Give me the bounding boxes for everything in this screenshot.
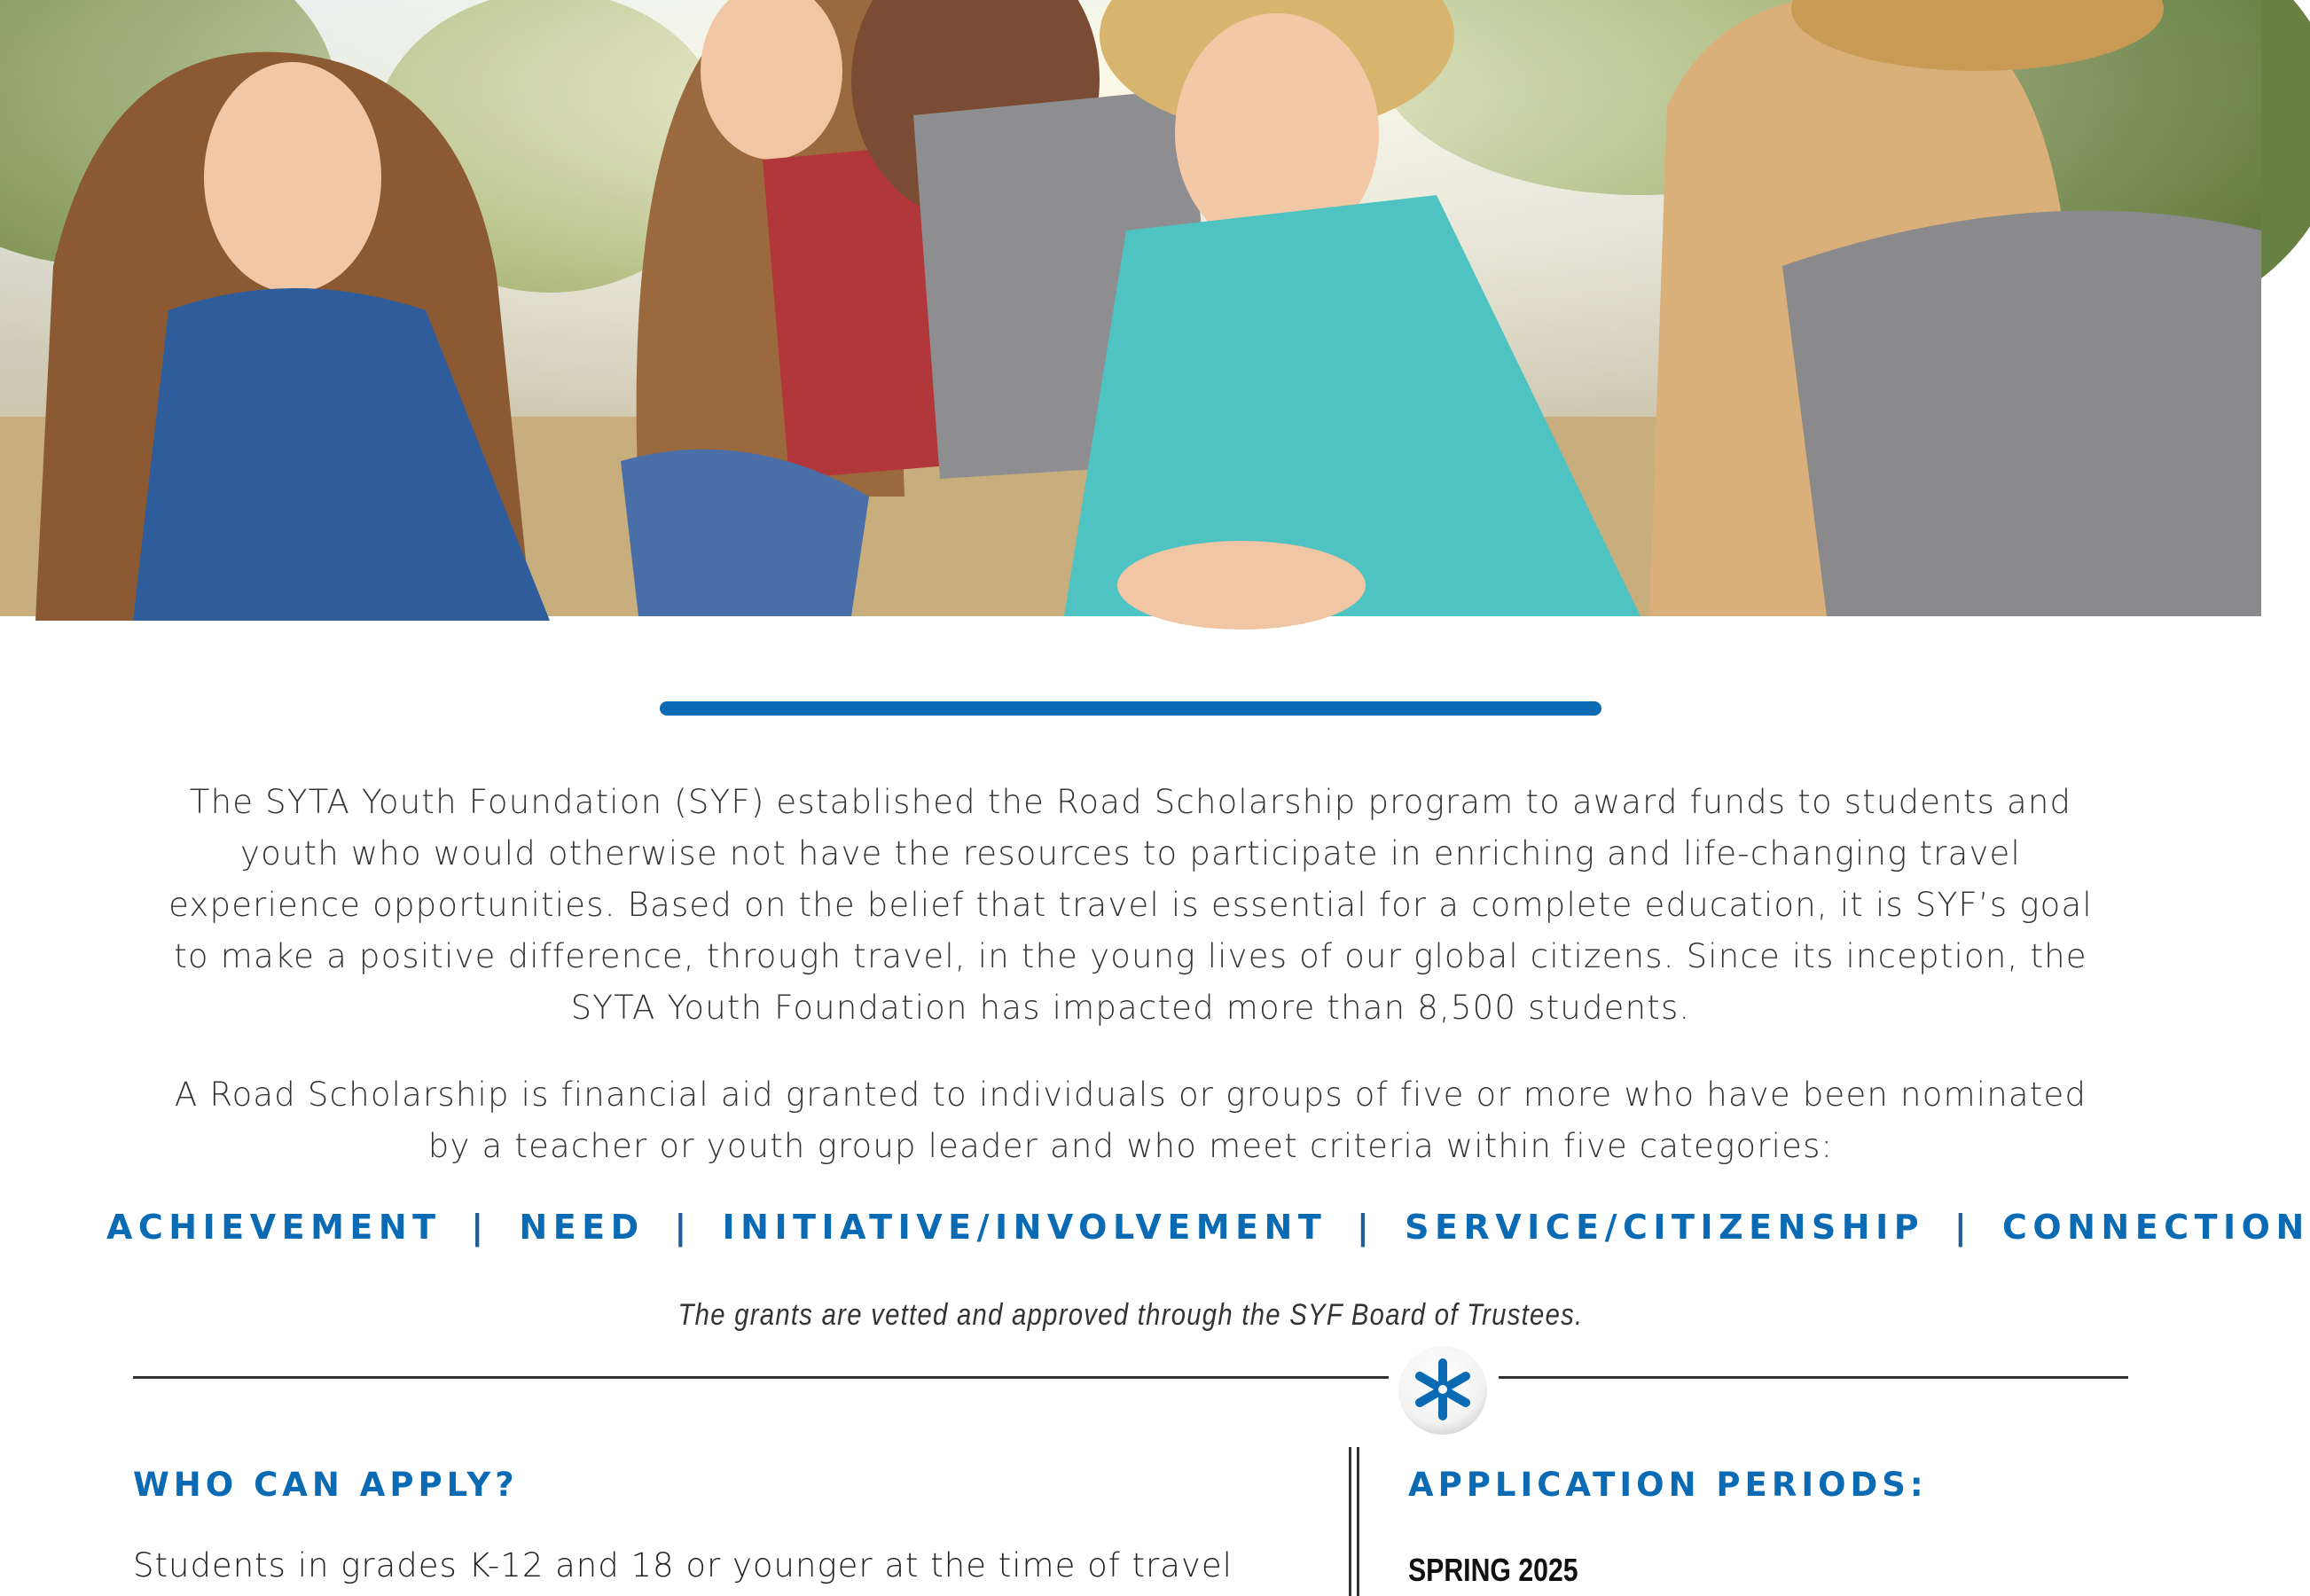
asterisk-badge-icon [1396,1343,1490,1437]
intro-paragraph-1: The SYTA Youth Foundation (SYF) established the Road Scholarship program to award funds to students and youth who would otherwise not have the resources to participate in enriching and life-changing travel experience opportunities. Based on the belief that travel is essential for a complete education, it is SYF’s goal to make a positive difference, through travel, in the young lives of our global citizens. Since its inception, the SYTA Youth Foundation has impacted more than 8,500 students. [168,783,2093,1027]
trustees-note: The grants are vetted and approved through the SYF Board of Trustees. [677,1298,1584,1332]
category-service-citizenship: SERVICE/CITIZENSHIP [1405,1208,1925,1247]
category-initiative-involvement: INITIATIVE/INVOLVEMENT [722,1208,1327,1247]
column-divider [1349,1447,1359,1596]
category-need: NEED [519,1208,645,1247]
category-separator: | [471,1208,489,1247]
category-separator: | [1357,1208,1375,1247]
category-connection: CONNECTION [2001,1208,2310,1247]
hero-photo-illustration [0,0,2261,616]
criteria-categories [106,1208,2310,1247]
category-achievement: ACHIEVEMENT [106,1208,442,1247]
divider-line-right [1499,1376,2128,1379]
category-separator: | [1954,1208,1973,1247]
intro-paragraph-2: A Road Scholarship is financial aid granted to individuals or groups of five or more who have been nominated by a teacher or youth group leader and who meet criteria within five categories: [174,1076,2087,1165]
who-can-apply-text: Students in grades K-12 and 18 or younger at the time of travel [133,1546,1233,1584]
accent-bar [660,701,1601,716]
divider-line-left [133,1376,1389,1379]
category-separator: | [674,1208,693,1247]
application-periods-heading: APPLICATION PERIODS: [1408,1466,1928,1504]
who-can-apply-heading: WHO CAN APPLY? [133,1466,519,1504]
application-period-spring-2025: SPRING 2025 [1408,1552,1578,1588]
hero-photo [0,0,2261,616]
